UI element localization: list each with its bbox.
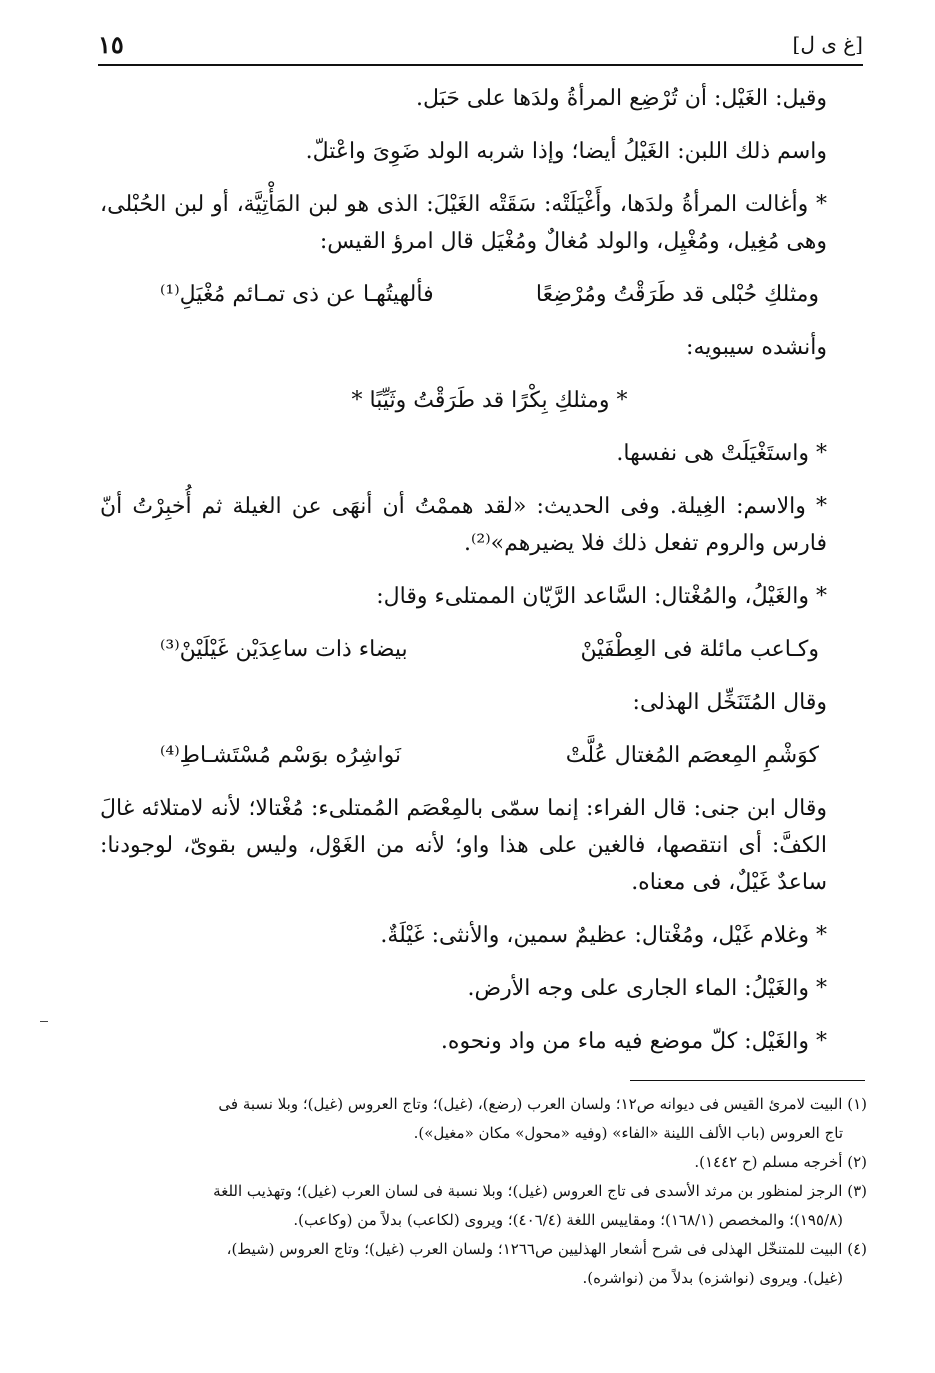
- margin-mark: [40, 1021, 48, 1022]
- footnote-continuation: تاج العروس (باب الألف اللينة «الفاء» (وفيه «محول» مكان «مغيل»).: [413, 1124, 843, 1142]
- verse-first-hemistich: ومثلكِ حُبْلى قد طَرَقْتُ ومُرْضِعًا: [535, 282, 819, 307]
- footnote: [100, 1235, 867, 1264]
- footnote-number: (٢): [847, 1153, 867, 1171]
- paragraph: * والغَيْلُ، والمُغْتال: السَّاعد الرَّيّان الممتلىء وقال:: [376, 584, 827, 609]
- main-text: [100, 80, 863, 1076]
- paragraph: * والغَيْلُ: الماء الجارى على وجه الأرض.: [467, 976, 827, 1001]
- footnotes: [100, 1090, 867, 1293]
- verse-second-hemistich: بيضاء ذات ساعِدَيْن غَيْلَيْنْ⁽³⁾: [160, 637, 408, 662]
- paragraph: وقيل: الغَيْل: أن تُرْضِع المرأةُ ولدَها على حَبَل.: [416, 86, 827, 111]
- verse-second-hemistich: فألهيتُهـا عن ذى تمـائم مُغْيَلِ⁽¹⁾: [160, 282, 434, 307]
- paragraph: * والغَيْل: كلّ موضع فيه ماء من واد ونحوه.: [440, 1029, 827, 1054]
- paragraph: * وغلام غَيْل، ومُغْتال: عظيمٌ سمين، والأنثى: غَيْلَةٌ.: [380, 923, 827, 948]
- footnote-continuation: (غيل). ويروى (نواشزه) بدلاً من (نواشره).: [582, 1269, 843, 1287]
- verse-first-hemistich: وكـاعب مائلة فى العِطْفَيْنْ: [580, 637, 819, 662]
- verse-second-hemistich: نَواشِرُه بوَسْم مُسْتَشـاطِ⁽⁴⁾: [160, 743, 402, 768]
- verse-text: * ومثلكِ بِكْرًا قد طَرَقْتُ وثَيِّبًا *: [351, 388, 628, 413]
- paragraph: واسم ذلك اللبن: الغَيْلُ أيضا؛ وإذا شربه الولد ضَوِىَ واعْتلّ.: [305, 139, 827, 164]
- root-label: [غ ى ل]: [792, 32, 863, 56]
- paragraph: * والاسم: الغِيلة. وفى الحديث: «لقد هممْتُ أن أنهَى عن الغيلة ثم أُخبِرْتُ أنّ فارس والروم تفعل ذلك فلا يضيرهم»⁽²⁾.: [100, 494, 827, 556]
- paragraph: وأنشده سيبويه:: [686, 335, 827, 360]
- paragraph: * وأغالت المرأةُ ولدَها، وأَغْيَلَتْه: سَقَتْه الغَيْلَ: الذى هو لبن المَأْتِيَّة، أو لبن الحُبْلى، وهى مُغِيل، ومُغْيِل، والولد مُغالٌ ومُغْيَل قال امرؤ القيس:: [100, 192, 827, 254]
- paragraph: وقال المُتَنَخِّل الهذلى:: [632, 690, 827, 715]
- footnote-number: (٤): [847, 1240, 867, 1258]
- page-header: [98, 30, 863, 64]
- footnote-rule: [630, 1080, 865, 1081]
- page-number: ١٥: [98, 30, 124, 59]
- footnote-text: الرجز لمنظور بن مرثد الأسدى فى تاج العروس (غيل)؛ وبلا نسبة فى لسان العرب (غيل)؛ وتهذيب اللغة: [213, 1182, 843, 1200]
- footnote-continuation: (١٩٥/٨)؛ والمخصص (١٦٨/١)؛ ومقاييس اللغة (٤٠٦/٤)؛ ويروى (لكاعب) بدلاً من (وكاعب).: [293, 1211, 843, 1229]
- footnote: [100, 1148, 867, 1177]
- verse-line: [100, 276, 863, 313]
- verse-first-hemistich: كوَشْمِ المِعصَم المُغتال عُلَّتْ: [565, 743, 819, 768]
- footnote-text: أخرجه مسلم (ح ١٤٤٢).: [694, 1153, 843, 1171]
- footnote-number: (٣): [847, 1182, 867, 1200]
- verse-line-centered: [100, 382, 863, 419]
- paragraph: وقال ابن جنى: قال الفراء: إنما سمّى بالمِعْصَم المُمتلىء: مُغْتالا؛ لأنه لامتلائه غالَ الكفَّ: أى انتقصها، فالغين على هذا واو؛ لأنه من الغَوْل، وليس بقوىّ، لوجودنا: ساعدٌ غَيْلٌ، فى معناه.: [100, 796, 827, 895]
- footnote-text: البيت للمتنخّل الهذلى فى شرح أشعار الهذليين ص١٢٦٦؛ ولسان العرب (غيل)؛ وتاج العروس (شيط)،: [226, 1240, 843, 1258]
- footnote: [100, 1177, 867, 1206]
- paragraph: * واستَغْيَلَتْ هى نفسها.: [616, 441, 827, 466]
- verse-line: [100, 737, 863, 774]
- header-rule: [98, 64, 863, 66]
- footnote-text: البيت لامرئ القيس فى ديوانه ص١٢؛ ولسان العرب (رضع)، (غيل)؛ وتاج العروس (غيل)؛ وبلا نسبة فى: [218, 1095, 843, 1113]
- footnote-number: (١): [847, 1095, 867, 1113]
- footnote: [100, 1090, 867, 1119]
- verse-line: [100, 631, 863, 668]
